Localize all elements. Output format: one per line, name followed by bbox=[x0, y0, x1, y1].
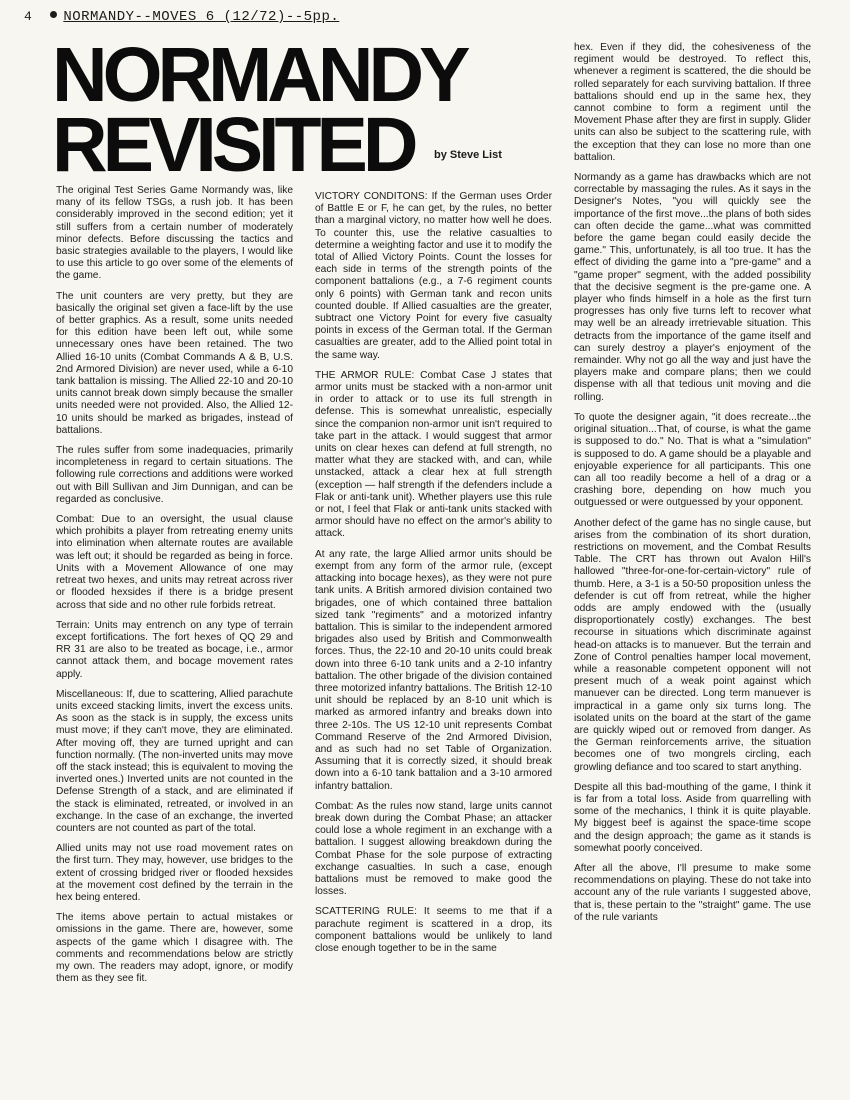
paragraph: To quote the designer again, "it does recreate...the original situation...That, of course, is what the game is supposed to do." No. That is what a "simulation" is supposed to do. A game should be a playable and enjoyable experience for all participants. This one can all too readily become a hell of a drag or a crashing bore, depending on how much you outguessed or were outguessed by your opponent. bbox=[574, 411, 811, 509]
paragraph: The unit counters are very pretty, but they are basically the original set given a face-lift by the use of better graphics. As a result, some units needed for this edition have been left out, while some unnecessary ones have been retained. The two Allied 16-10 units (Combat Commands A & B, U.S. 2nd Armored Division) are never used, while a 6-10 tank battalion is missing. The Allied 22-10 and 20-10 units cannot break down simply because the smaller units needed were not provided. Also, the Allied 12-10 units should be marked as brigades, instead of battalions. bbox=[56, 290, 293, 436]
title-line-1: NORMANDY bbox=[52, 32, 466, 118]
paragraph: Combat: Due to an oversight, the usual clause which prohibits a player from retreating enemy units into elimination when alternate routes are available was left out; it should be regarded as being in force. Units with a Movement Allowance of one may retreat two hexes, and units may retreat across river or flooded hexsides if there is a bridge present across that side and no other rule forbids retreat. bbox=[56, 514, 293, 611]
page-number: 4 bbox=[24, 9, 33, 24]
paragraph: The rules suffer from some inadequacies, primarily incompleteness in regard to certain situations. The following rule corrections and additions were worked out with Bill Sullivan and Jim Dunnigan, and can be regarded as conclusive. bbox=[56, 445, 293, 505]
paragraph: VICTORY CONDITONS: If the German uses Order of Battle E or F, he can get, by the rules, no better than a marginal victory, no matter how well he does. To counter this, use the relative casualties to determine a weighting factor and use it to modify the total of Allied Victory Points. Count the losses for each side in terms of the strength points of the component battalions (e.g., a 7-6 regiment counts only 6 points) with German tank and recon units counted double. If Allied casualties are the greater, subtract one Victory Point for every five casualty points in excess of the German total. If the German casualties are greater, add to the Allied point total in the same way. bbox=[315, 191, 552, 361]
column-2 bbox=[315, 191, 552, 963]
paragraph: SCATTERING RULE: It seems to me that if a parachute regiment is scattered in a drop, its component battalions would be unlikely to land close enough together to be in the same bbox=[315, 906, 552, 954]
paragraph: The original Test Series Game Normandy was, like many of its fellow TSGs, a rush job. It has been considerably improved in the second edition; yet it still suffers from a certain number of moderately minor defects. Before discussing the tactics and basic strategies available to the players, I would like to use this article to go over some of the elements of the game. bbox=[56, 185, 293, 282]
paragraph: hex. Even if they did, the cohesiveness of the regiment would be destroyed. To reflect this, whenever a regiment is scattered, the die should be rolled separately for each surviving battalion. If three battalions should end up in the same hex, they cannot combine to form a regiment until the Movement Phase after they are first in supply. Glider units can also be subject to the scattering rule, with the exception that they can lose no more than one battalion. bbox=[574, 42, 811, 163]
paragraph: Allied units may not use road movement rates on the first turn. They may, however, use bridges to the extent of crossing bridged river or flooded hexsides at the movement cost defined by the terrain in the hex being entered. bbox=[56, 843, 293, 903]
paragraph: Another defect of the game has no single cause, but arises from the combination of its short duration, restrictions on movement, and the Combat Results Table. The CRT has thrown out Avalon Hill's hallowed "three-for-one-for-certain-victory" rule of thumb. Here, a 3-1 is a 50-50 proposition unless the defender is cut off from retreat, while the higher odds are amply endowed with the (usually disproportionately costly) exchanges. The best recourse in situations which discriminate against head-on attacks is to manuever. But the terrain and Zone of Control penalties hamper local movement, while a reasonable competent opponent will not present much of a weak point against which manuever can be directed. Long term manuever is impractical in a game only six turns long. The isolated units on the board at the start of the game are quickly wiped out or removed from danger. As the German reinforcements arrive, the situation becomes one of two mongrels circling, each growling defiance and too scared to start anything. bbox=[574, 517, 811, 773]
publication-line: NORMANDY--MOVES 6 (12/72)--5pp. bbox=[63, 9, 340, 25]
byline: by Steve List bbox=[434, 149, 502, 161]
paragraph: Miscellaneous: If, due to scattering, Allied parachute units exceed stacking limits, invert the excess units. As soon as the stack is in supply, the excess units must move; if they can't move, they are eliminated. After moving off, they are turned upright and can function normally. (The non-inverted units may move off the stack instead; this is equivalent to moving the inverted ones.) Inverted units are not counted in the Defense Strength of a stack, and are eliminated if the stack is eliminated, retreated, or involved in an exchange. In the case of an exchange, the inverted counters are not counted as part of the total. bbox=[56, 688, 293, 834]
paragraph: Despite all this bad-mouthing of the game, I think it is far from a total loss. Aside from quarrelling with some of the mechanics, I think it is quite playable. My biggest beef is against the space-time scope and the design approach; the game as it stands is somewhat poorly conceived. bbox=[574, 781, 811, 854]
title-line-2: REVISITED bbox=[52, 102, 414, 188]
column-1 bbox=[56, 185, 293, 993]
paragraph: Combat: As the rules now stand, large units cannot break down during the Combat Phase; an attacker could lose a whole regiment in an exchange with a battalion. I suggest allowing breakdown during the Combat Phase for the sole purpose of extracting exchange casualties. In such a case, enough battalions must be removed to make good the losses. bbox=[315, 800, 552, 898]
paragraph: At any rate, the large Allied armor units should be exempt from any form of the armor rule, (except attacking into bocage hexes), as they were not pure tank units. A British armored division contained two brigades, one of which contained three battalion sized tank "regiments" and a motorized infantry battalion. This is similar to the independent armored brigades also used by British and Commonwealth forces. Thus, the 22-10 and 20-10 units could break down into three 6-10 tank units and a 2-10 infantry battalion. The other brigade of the division contained three motorized infantry battalions. The British 12-10 unit should be replaced by an 8-10 unit which is marked as armored infantry and breaks down into three 2-10s. The US 12-10 unit represents Combat Command Reserve of the 2nd Armored Division, and as such had no set Table of Organization. Assuming that it is correctly sized, it should break down into a 6-10 tank battalion and a 3-10 armored infantry battalion. bbox=[315, 548, 552, 792]
bullet-icon bbox=[50, 11, 57, 18]
column-3 bbox=[574, 42, 811, 932]
paragraph: The items above pertain to actual mistakes or omissions in the game. There are, however, some aspects of the game which I disagree with. The comments and recommendations below are strictly my own. The readers may adopt, ignore, or modify them as they see fit. bbox=[56, 912, 293, 985]
page-header bbox=[24, 9, 339, 25]
paragraph: After all the above, I'll presume to make some recommendations on playing. These do not take into account any of the rule variants I suggested above, that is, these pertain to the "straight" game. The use of the rule variants bbox=[574, 863, 811, 923]
paragraph: Terrain: Units may entrench on any type of terrain except fortifications. The fort hexes of QQ 29 and RR 31 are also to be treated as bocage, i.e., armor cannot attack them, and bocage movement rates apply. bbox=[56, 619, 293, 680]
paragraph: Normandy as a game has drawbacks which are not correctable by massaging the rules. As it says in the Designer's Notes, "you will quickly see the importance of the first move...the plans of both sides can often decide the game...what was committed before the game began could easily decide the game." This, unfortunately, is all too true. It has the effect of dividing the game into a "pre-game" and a "game proper" segment, with the added possibility that the decisive segment is the pre-game one. A player who finds himself in a hole as the first turn progresses has only five turns left to recover what may well be an already irretrievable situation. This detracts from the importance of the game itself and can surely destroy a player's enjoyment of the remainder. Why not go all the way and just have the players make and compare plans; then we could dispense with all that tedious unit moving and die rolling. bbox=[574, 172, 811, 403]
paragraph: THE ARMOR RULE: Combat Case J states that armor units must be stacked with a non-armor unit in order to attack or to use its full strength in defense. This is somewhat unrealistic, especially since the companion non-armor unit isn't required to take part in the attack. I would suggest that armor units on clear hexes can defend at full strength, no matter what they are stacked with, and can, while unstacked, attack a clear hex at full strength (exception — half strength if the defenders include a Flak or anti-tank unit). Whether players use this rule or not, I feel that Flak or anti-tank units stacked with armor should have no effect on the armor's ability to attack. bbox=[315, 369, 552, 540]
